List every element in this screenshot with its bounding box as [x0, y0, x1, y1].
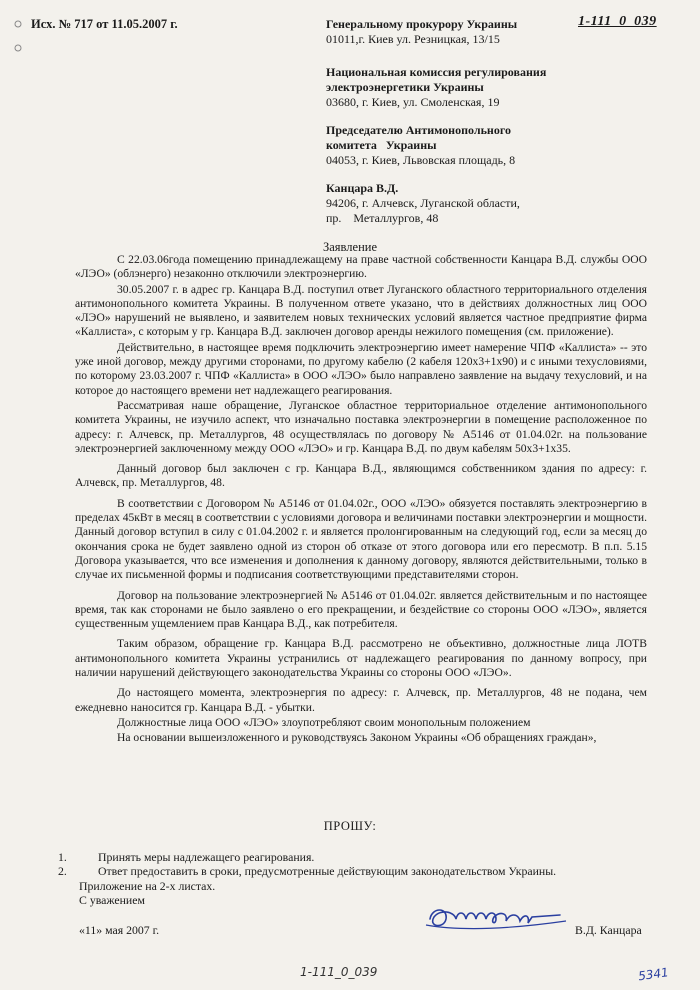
addressee-address: 04053, г. Киев, Львовская площадь, 8: [326, 153, 516, 167]
addressee-address: 01011,г. Киев ул. Резницкая, 13/15: [326, 32, 500, 46]
paragraph: До настоящего момента, электроэнергия по адресу: г. Алчевск, пр. Металлургов, 48 не подана, чем ежедневно наносится гр. Канцара В.Д. - убытки.: [75, 686, 647, 714]
list-item: [58, 850, 658, 864]
page-number-text: 5341: [637, 965, 670, 984]
paragraph: Таким образом, обращение гр. Канцара В.Д. рассмотрено не объективно, должностные лица ЛОТВ антимонопольного комитета Украины устранились от надлежащего реагирования по данному вопросу, при наличии нарушений действующего законодательства Украины со стороны ООО «ЛЭО».: [75, 637, 647, 680]
addressee-antimonopoly-committee: [326, 123, 616, 168]
document-date: «11» мая 2007 г.: [79, 923, 160, 937]
paragraph: С 22.03.06года помещению принадлежащему на праве частной собственности Канцара В.Д. службы ООО «ЛЭО» (облэнерго) незаконно отключили электроэнергию.: [75, 253, 647, 281]
addressee-name: электроэнергетики Украины: [326, 80, 484, 94]
sender-address: 94206, г. Алчевск, Луганской области,: [326, 196, 520, 210]
registration-stamp: 1-111_0_039: [578, 14, 657, 29]
paragraph: 30.05.2007 г. в адрес гр. Канцара В.Д. поступил ответ Луганского областного территориального отделения антимонопольного комитета Украины. В полученном ответе указано, что в действиях должностных лиц ООО «ЛЭО» нарушений не выявлено, и заявителем новых технических условий является частное предприятие фирма «Каллиста», с которым у гр. Канцара В.Д. заключен договор аренды нежилого помещения (см. приложение).: [75, 282, 647, 339]
list-item-text: Принять меры надлежащего реагирования.: [98, 850, 315, 864]
paragraph: Рассматривая наше обращение, Луганское областное территориальное отделение антимонопольного комитета Украины, не изучило аспект, что изначально поставка электроэнергии в помещение расположенное по адресу: г. Алчевск, пр. Металлургов, 48 осуществлялась по договору № А5146 от 01.04.02г. на пользование электроэнергией заключенному между ООО «ЛЭО» и гр. Канцара В.Д. по двум кабелям 50х3+1х35.: [75, 398, 647, 455]
signatory-name: В.Д. Канцара: [575, 923, 642, 937]
list-item: [58, 864, 658, 878]
list-item-number: 2.: [58, 864, 67, 878]
paragraph: На основании вышеизложенного и руководствуясь Законом Украины «Об обращениях граждан»,: [117, 731, 597, 745]
request-list: [58, 850, 658, 878]
attachment-text: Приложение на 2-х листах.: [79, 879, 216, 893]
sender-address: пр. Металлургов, 48: [326, 211, 439, 225]
paragraph: Данный договор был заключен с гр. Канцара В.Д., являющимся собственником здания по адресу: г. Алчевск, пр. Металлургов, 48.: [75, 462, 647, 490]
sender-name: Канцара В.Д.: [326, 181, 399, 195]
page-number-stamp: [636, 962, 674, 984]
handwritten-signature: [420, 897, 570, 937]
bottom-registration-stamp: [298, 958, 408, 984]
document-body: [75, 253, 647, 747]
paragraph: Должностные лица ООО «ЛЭО» злоупотребляют своим монопольным положением: [117, 715, 531, 729]
paragraph: В соответствии с Договором № А5146 от 01.04.02г., ООО «ЛЭО» обязуется поставлять электроэнергию в пределах 45кВт в месяц в соответствии с условиями договора и величинами поставки электроэнергии и мощности. Данный договор вступил в силу с 01.04.2002 г. и является пролонгированным на следующий год, если за месяц до окончания срока не будет заявлено одной из сторон об отказе от этого договора или его пересмотр. В п.п. 5.15 Договора указывается, что все изменения и дополнения к данному договору, являются действительными, только в случае их письменной формы и подписания соответствующими представителями сторон.: [75, 496, 647, 582]
addressee-prosecutor: [326, 17, 616, 47]
request-heading: ПРОШУ:: [323, 819, 377, 833]
paragraph: Договор на пользование электроэнергией № А5146 от 01.04.02г. является действительным и по настоящее время, так как сторонами не было заявлено о его прекращении, и бездействие со стороны ООО «ЛЭО», является существенным ущемлением прав Канцара В.Д., как потребителя.: [75, 588, 647, 631]
bottom-stamp-text: 1-111_0_039: [300, 965, 378, 979]
outgoing-reference: Исх. № 717 от 11.05.2007 г.: [31, 17, 178, 31]
addressee-sender: [326, 181, 616, 226]
addressee-name: Председателю Антимонопольного: [326, 123, 511, 137]
addressee-address: 03680, г. Киев, ул. Смоленская, 19: [326, 95, 500, 109]
addressee-name: Национальная комиссия регулирования: [326, 65, 547, 79]
attachment-note: [79, 879, 215, 907]
document-title: Заявление: [322, 240, 377, 254]
addressee-name: Генеральному прокурору Украины: [326, 17, 518, 31]
margin-mark: [13, 18, 23, 58]
paragraph: Действительно, в настоящее время подключить электроэнергию имеет намерение ЧПФ «Каллиста» -- это уже иной договор, между другими сторонами, по другому кабелю (2 кабеля 120х3+1х90) и с иными техусловиями, по которому 23.03.2007 г. ЧПФ «Каллиста» в ООО «ЛЭО» было направлено заявление на выдачу техусловий, и на которое до настоящего времени нет надлежащего реагирования.: [75, 340, 647, 397]
list-item-text: Ответ предоставить в сроки, предусмотренные действующим законодательством Украины.: [98, 864, 557, 878]
addressee-energy-commission: [326, 65, 616, 110]
closing-text: С уважением: [79, 893, 145, 907]
addressee-name: комитета Украины: [326, 138, 437, 152]
list-item-number: 1.: [58, 850, 67, 864]
